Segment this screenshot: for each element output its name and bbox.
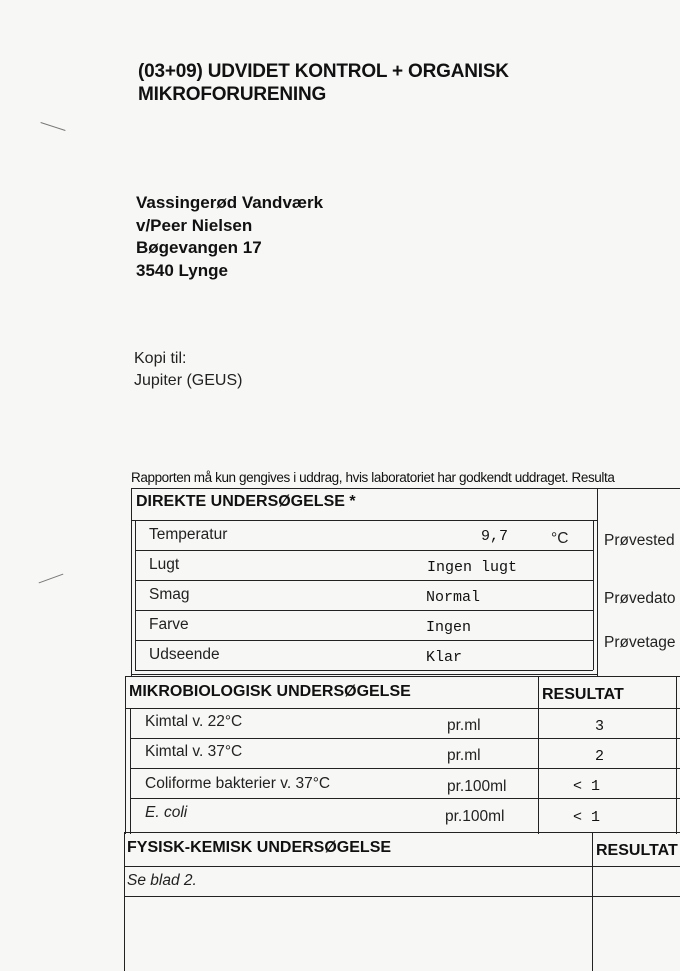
direct-row-label: Smag [149, 586, 190, 603]
microbiology-table [125, 676, 680, 834]
physchem-table [124, 832, 680, 971]
direct-row-label: Udseende [149, 646, 220, 663]
recipient-city: 3540 Lynge [136, 260, 228, 280]
recipient-street: Bøgevangen 17 [136, 238, 262, 257]
title-line-2: MIKROFORURENING [138, 84, 327, 105]
direct-row-value: Ingen lugt [427, 559, 518, 576]
micro-row-result: 2 [595, 748, 605, 765]
title-line-1: (03+09) UDVIDET KONTROL + ORGANISK [138, 61, 509, 82]
recipient-name: Vassingerød Vandværk [136, 193, 324, 212]
direct-row-value: Klar [426, 649, 463, 666]
direct-row-label: Lugt [149, 556, 180, 573]
micro-row-label: Kimtal v. 37°C [145, 743, 243, 760]
recipient-address [136, 192, 323, 282]
micro-row-label: Kimtal v. 22°C [145, 713, 243, 730]
copy-recipient: Jupiter (GEUS) [134, 372, 243, 389]
direct-examination-table [131, 488, 680, 676]
sampler-label: Prøvetage [604, 634, 676, 651]
physchem-result-heading: RESULTAT [596, 842, 678, 859]
physchem-note: Se blad 2. [127, 872, 197, 889]
physchem-heading: FYSISK-KEMISK UNDERSØGELSE [127, 839, 392, 856]
micro-row-result: < 1 [573, 809, 601, 826]
recipient-attn: v/Peer Nielsen [136, 215, 253, 235]
micro-heading: MIKROBIOLOGISK UNDERSØGELSE [129, 683, 411, 700]
micro-row-unit: pr.ml [447, 747, 481, 764]
micro-result-heading: RESULTAT [542, 686, 624, 703]
copy-label: Kopi til: [134, 350, 187, 367]
direct-row-value: Ingen [426, 619, 472, 636]
margin-mark [39, 574, 64, 584]
sample-date-label: Prøvedato [604, 590, 676, 607]
report-title [138, 60, 509, 106]
micro-row-result: < 1 [573, 778, 601, 795]
direct-row-value: Normal [426, 589, 481, 606]
micro-row-label: E. coli [145, 804, 188, 821]
margin-mark [40, 122, 65, 131]
copy-block [134, 348, 242, 392]
sample-site-label: Prøvested [604, 532, 675, 549]
reproduction-notice: Rapporten må kun gengives i uddrag, hvis laboratoriet har godkendt uddraget. Resulta [131, 470, 615, 485]
direct-row-label: Temperatur [149, 526, 228, 543]
micro-row-unit: pr.ml [447, 717, 481, 734]
direct-heading: DIREKTE UNDERSØGELSE * [136, 493, 356, 510]
micro-row-unit: pr.100ml [447, 778, 507, 795]
micro-row-result: 3 [595, 718, 605, 735]
direct-row-label: Farve [149, 616, 189, 633]
micro-row-label: Coliforme bakterier v. 37°C [145, 775, 331, 792]
micro-row-unit: pr.100ml [445, 808, 505, 825]
direct-row-unit: °C [551, 530, 569, 547]
direct-row-value: 9,7 [481, 528, 509, 545]
